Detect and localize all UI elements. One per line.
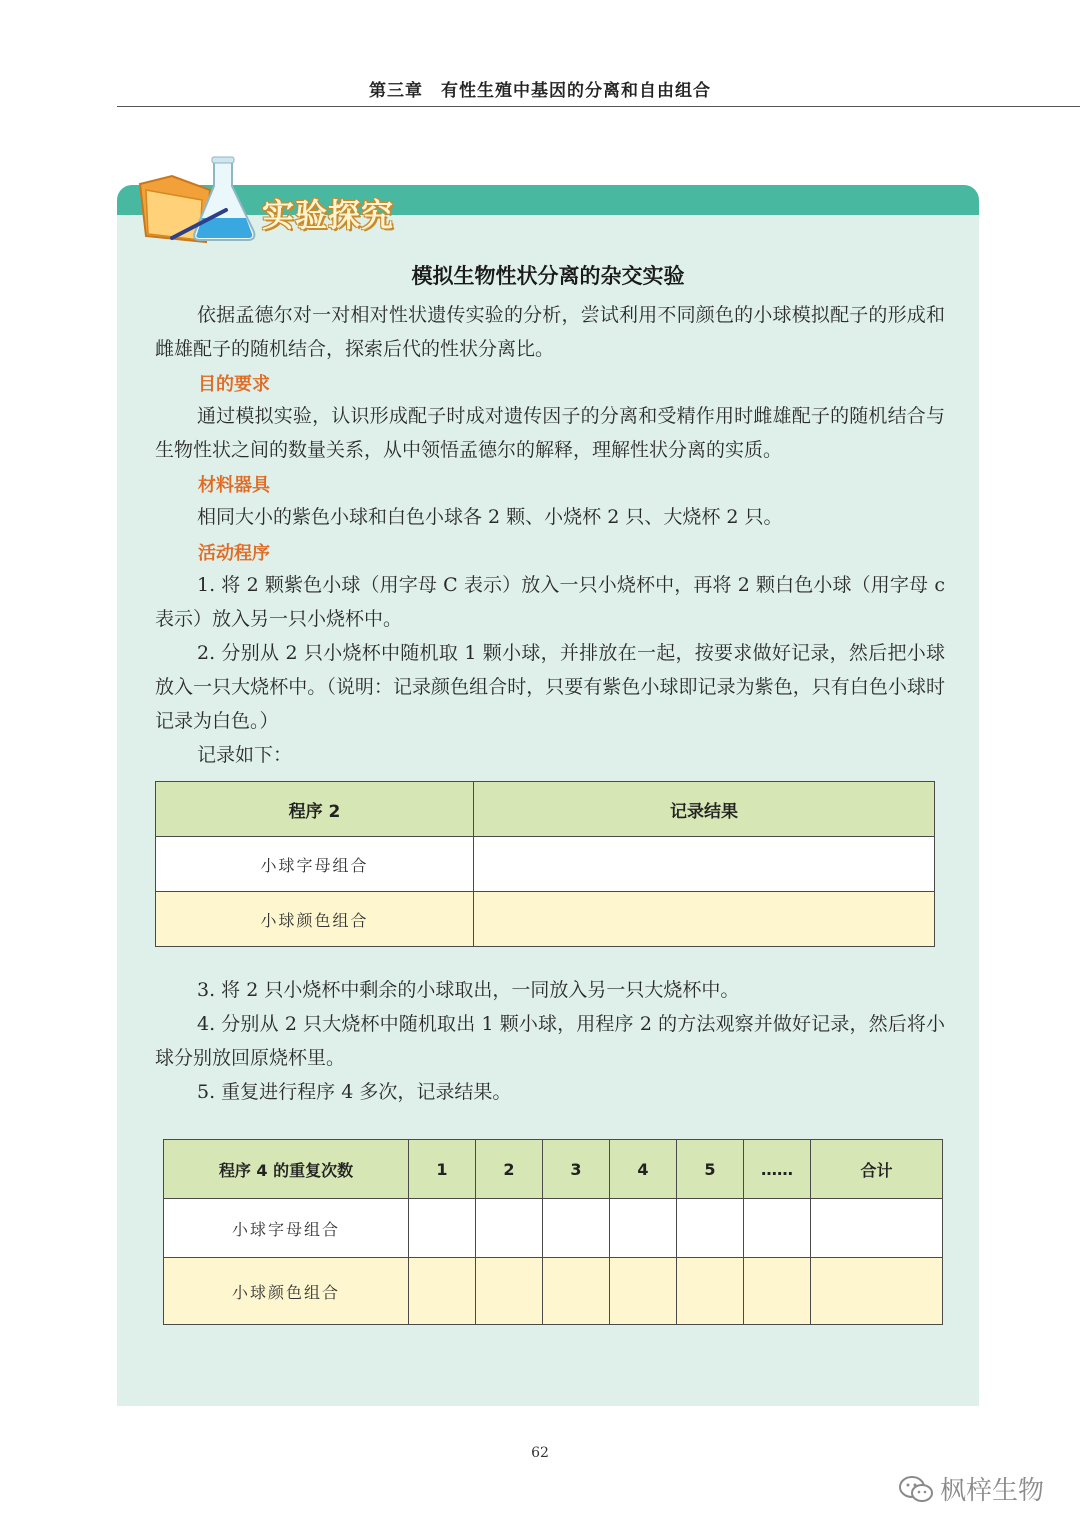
table2-cell[interactable] <box>744 1258 811 1325</box>
step-5: 5. 重复进行程序 4 多次，记录结果。 <box>197 1081 512 1103</box>
table-row <box>156 837 935 892</box>
table2-cell[interactable] <box>677 1199 744 1258</box>
flask-folder-icon <box>132 156 262 246</box>
table2-row-letters: 小球字母组合 <box>164 1199 409 1258</box>
table2-cell[interactable] <box>476 1258 543 1325</box>
table1-row-colors: 小球颜色组合 <box>156 892 474 947</box>
table2-cell[interactable] <box>476 1199 543 1258</box>
table2-row-colors: 小球颜色组合 <box>164 1258 409 1325</box>
table2-header-label: 程序 4 的重复次数 <box>164 1140 409 1199</box>
intro-paragraph: 依据孟德尔对一对相对性状遗传实验的分析，尝试利用不同颜色的小球模拟配子的形成和雌雄配子的随机结合，探索后代的性状分离比。 <box>155 304 945 360</box>
table1-cell-letters-result[interactable] <box>474 837 935 892</box>
table2-cell[interactable] <box>610 1258 677 1325</box>
procedure-heading: 活动程序 <box>198 543 270 564</box>
table2-header-2: 2 <box>476 1140 543 1199</box>
table2-cell[interactable] <box>409 1258 476 1325</box>
header-rule <box>117 106 1080 107</box>
table1-header-result: 记录结果 <box>474 782 935 837</box>
watermark-text: 枫梓生物 <box>940 1476 1045 1506</box>
materials-paragraph: 相同大小的紫色小球和白色小球各 2 颗、小烧杯 2 只、大烧杯 2 只。 <box>197 506 783 528</box>
goal-paragraph: 通过模拟实验，认识形成配子时成对遗传因子的分离和受精作用时雌雄配子的随机结合与生物性状之间的数量关系，从中领悟孟德尔的解释，理解性状分离的实质。 <box>155 405 945 461</box>
table-row <box>156 892 935 947</box>
table2-header-3: 3 <box>543 1140 610 1199</box>
record-table-step2 <box>155 781 935 947</box>
chapter-header: 第三章 有性生殖中基因的分离和自由组合 <box>369 81 711 101</box>
table1-row-letters: 小球字母组合 <box>156 837 474 892</box>
table2-cell[interactable] <box>409 1199 476 1258</box>
step-4: 4. 分别从 2 只大烧杯中随机取出 1 颗小球，用程序 2 的方法观察并做好记录，然后将小球分别放回原烧杯里。 <box>155 1013 945 1069</box>
table2-cell[interactable] <box>677 1258 744 1325</box>
table1-cell-colors-result[interactable] <box>474 892 935 947</box>
table2-cell[interactable] <box>543 1258 610 1325</box>
page-number: 62 <box>531 1445 549 1461</box>
goal-heading: 目的要求 <box>198 374 270 395</box>
table2-cell[interactable] <box>811 1258 943 1325</box>
table2-cell[interactable] <box>744 1199 811 1258</box>
wechat-icon <box>898 1475 934 1503</box>
table1-header-step: 程序 2 <box>156 782 474 837</box>
table2-cell[interactable] <box>543 1199 610 1258</box>
table-row <box>164 1199 943 1258</box>
materials-heading: 材料器具 <box>198 475 270 496</box>
table-row <box>164 1258 943 1325</box>
table2-header-5: 5 <box>677 1140 744 1199</box>
table2-header-1: 1 <box>409 1140 476 1199</box>
record-table-step4 <box>163 1139 943 1325</box>
step-3: 3. 将 2 只小烧杯中剩余的小球取出，一同放入另一只大烧杯中。 <box>197 979 740 1001</box>
step-2: 2. 分别从 2 只小烧杯中随机取 1 颗小球，并排放在一起，按要求做好记录，然后把小球放入一只大烧杯中。（说明：记录颜色组合时，只要有紫色小球即记录为紫色，只有白色小球时记录为白色。） <box>155 642 945 732</box>
table2-header-ellipsis: …… <box>744 1140 811 1199</box>
step-1: 1. 将 2 颗紫色小球（用字母 C 表示）放入一只小烧杯中，再将 2 颗白色小球（用字母 c 表示）放入另一只小烧杯中。 <box>155 574 945 630</box>
record-intro: 记录如下： <box>197 744 293 766</box>
table2-header-total: 合计 <box>811 1140 943 1199</box>
watermark <box>898 1470 1044 1507</box>
table2-cell[interactable] <box>811 1199 943 1258</box>
experiment-title: 模拟生物性状分离的杂交实验 <box>411 264 685 288</box>
banner-title: 实验探究 <box>262 196 395 234</box>
table2-header-4: 4 <box>610 1140 677 1199</box>
table2-cell[interactable] <box>610 1199 677 1258</box>
